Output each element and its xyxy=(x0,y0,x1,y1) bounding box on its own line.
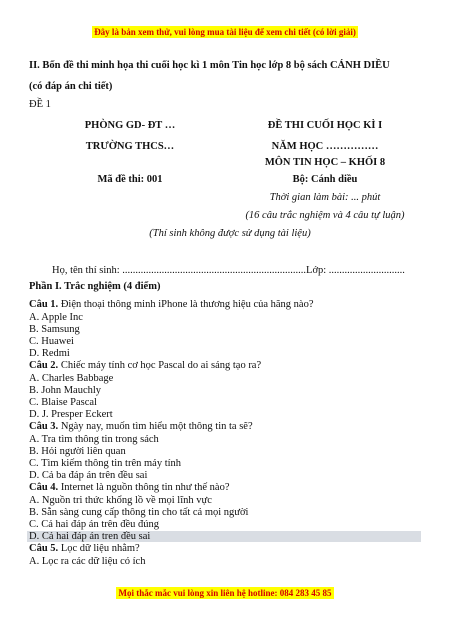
header-school: TRƯỜNG THCS… xyxy=(85,141,175,152)
q2-option-d: D. J. Presper Eckert xyxy=(29,409,113,420)
q4-option-d: D. Cả hai đáp án tren đều sai xyxy=(27,531,421,542)
question-4: Câu 4. Internet là nguồn thông tin như thế nào? xyxy=(29,482,230,493)
part1-title: Phần I. Trắc nghiệm (4 điểm) xyxy=(29,281,161,292)
q5-option-a: A. Lọc ra các dữ liệu có ích xyxy=(29,556,146,567)
q1-option-a: A. Apple Inc xyxy=(29,312,83,323)
header-exam-title: ĐỀ THI CUỐI HỌC KÌ I xyxy=(267,120,383,131)
header-subject: MÔN TIN HỌC – KHỐI 8 xyxy=(264,157,386,168)
question-5: Câu 5. Lọc dữ liệu nhằm? xyxy=(29,543,140,554)
section-heading-line2: (có đáp án chi tiết) xyxy=(29,81,113,92)
q3-option-a: A. Tra tìm thông tin trong sách xyxy=(29,434,159,445)
q1-option-d: D. Redmi xyxy=(29,348,70,359)
q3-option-c: C. Tìm kiếm thông tin trên máy tính xyxy=(29,458,182,469)
exam-number: ĐỀ 1 xyxy=(29,99,51,110)
q2-option-b: B. John Mauchly xyxy=(29,385,102,396)
question-2: Câu 2. Chiếc máy tính cơ học Pascal do ai sáng tạo ra? xyxy=(29,360,262,371)
q1-option-b: B. Samsung xyxy=(29,324,80,335)
bottom-notice: Mọi thắc mắc vui lòng xin liên hệ hotline: 084 283 45 85 xyxy=(118,588,332,598)
student-info-line: Họ, tên thí sinh: ......................................................................Lớp: ............................. xyxy=(52,265,405,276)
q2-option-c: C. Blaise Pascal xyxy=(29,397,97,408)
header-exam-code: Mã đề thi: 001 xyxy=(97,174,163,185)
question-3: Câu 3. Ngày nay, muốn tìm hiểu một thông tin ta sẽ? xyxy=(29,421,253,432)
top-notice: Đây là bản xem thử, vui lòng mua tài liệu để xem chi tiết (có lời giải) xyxy=(94,27,356,37)
header-department: PHÒNG GD- ĐT … xyxy=(84,120,176,131)
q4-option-b: B. Sẵn sàng cung cấp thông tin cho tất cả mọi người xyxy=(29,507,249,518)
header-no-materials: (Thí sinh không được sử dụng tài liệu) xyxy=(149,228,311,239)
header-school-year: NĂM HỌC …………… xyxy=(271,141,379,152)
header-book-series: Bộ: Cánh diều xyxy=(292,174,358,185)
q1-option-c: C. Huawei xyxy=(29,336,74,347)
question-1: Câu 1. Điện thoại thông minh iPhone là thương hiệu của hãng nào? xyxy=(29,299,314,310)
section-heading-line1: II. Bốn đề thi minh họa thi cuối học kì 1 môn Tin học lớp 8 bộ sách CÁNH DIỀU xyxy=(29,60,390,71)
header-time: Thời gian làm bài: ... phút xyxy=(269,192,381,203)
q4-option-c: C. Cả hai đáp án trên đều đúng xyxy=(29,519,160,530)
q2-option-a: A. Charles Babbage xyxy=(29,373,114,384)
q3-option-d: D. Cả ba đáp án trên đều sai xyxy=(29,470,148,481)
header-structure: (16 câu trắc nghiệm và 4 câu tự luận) xyxy=(245,210,405,221)
q3-option-b: B. Hỏi người liên quan xyxy=(29,446,126,457)
q4-option-a: A. Nguồn tri thức khổng lồ về mọi lĩnh vực xyxy=(29,495,212,506)
